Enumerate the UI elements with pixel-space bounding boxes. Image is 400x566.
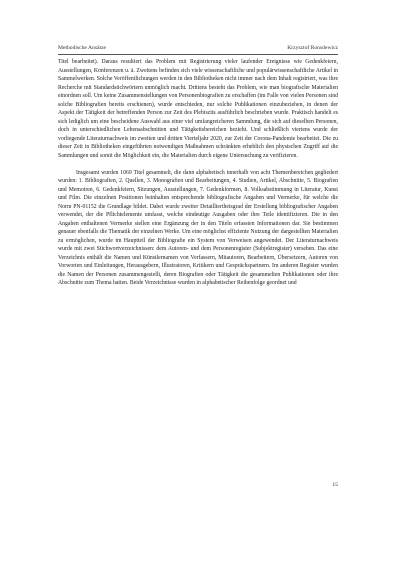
header-section-title: Methodische Ansätze [58, 45, 106, 51]
body-text [58, 58, 338, 288]
paragraph-1: Titel bearbeitet). Daraus resultiert das Problem mit Registrierung vieler laufender Ereignisse wie Gedenkfeiern, Ausstellungen, Konferenzen u. ä. Zweitens befinden sich viele wissenschaftliche und populärwissenschaftliche Artikel in Sammelwerken. Solche Veröffentlichungen werden in den Bibliotheken nicht immer nach dem Inhalt registriert, was ihre Recherche mit Standardstichwörtern unmöglich macht. Drittens besteht das Problem, wie man biografische Materialien einordnen soll. Um keine Zusammenstellungen von Personenbiografien zu erschaffen (im Falle von vielen Personen sind solche Bibliografien bereits erschienen), wurde entschieden, nur solche Publikationen einzubeziehen, in denen der Aspekt der Tätigkeit der betreffenden Person zur Zeit des Plebiszits ausführlich beschrieben wurde. Praktisch handelt es sich lediglich um eine bescheidene Auswahl aus einer viel umfangreicheren Sammlung, die sich auf dieselben Personen, doch in unterschiedlichen Lebensabschnitten und Tätigkeitsbereichen bezieht. Und schließlich viertens wurde der vorliegende Literaturnachweis im zweiten und dritten Vierteljahr 2020, zur Zeit der Corona-Pandemie bearbeitet. Die zu dieser Zeit in Bibliotheken eingeführten notwendigen Maßnahmen schränkten erheblich den physischen Zugriff auf die Sammlungen und somit die Möglichkeit ein, die Materialien durch eigene Untersuchung zu verifizieren. [58, 59, 338, 159]
running-header [58, 44, 338, 54]
header-author: Krzysztof Ronsdewicz [287, 45, 338, 51]
header-rule [58, 54, 338, 55]
paragraph-2: Insgesamt wurden 1069 Titel gesammelt, die dann alphabetisch innerhalb von acht Themenbereichen gegliedert wurden: 1. Bibliografien, 2. Quellen, 3. Monografien und Bearbeitungen, 4. Studien, Artikel, Abschnitte, 5. Biografien und Memoiren, 6. Gedenkfeiern, Sitzungen, Ausstellungen, 7. Gedenkformen, 8. Volksabstimmung in Literatur, Kunst und Film. Die einzelnen Positionen beinhalten entsprechende bibliografische Angaben und Vermerke, für welche die Norm PN-01152 die Grundlage bildet. Dabei wurde zweiter Detaillierthetsgrad der Erstellung bibliografischer Angaben verwendet, der die Pflichtelemente umfasst, welche eindeutige Ausgaben oder ihre Teile identifizieren. Die in den Angaben enthaltenen Vermerke stellen eine Ergänzung der in den Titeln erfassten Informationen dar. Sie bestimmen genauer ebenfalls die Thematik der einzelnen Werke. Um eine möglichst effiziente Nutzung der dargestellten Materialien zu ermöglichen, wurde im Hauptteil der Bibliografie ein System von Verweisen angewendet. Der Literaturnachweis wurde mit zwei Stichwortverzeichnissen: dem Autoren- und dem Personenregister (Subjektregister) versehen. Das eine Verzeichnis enthält die Namen und Künstlernamen von Verfassern, Mitautoren, Bearbeitern, Übersetzern, Autoren von Vorworten und Einleitungen, Herausgebern, Illustratoren, Kritikern und Gesprächspartnern. Im anderen Register wurden die Namen der Personen zusammengestellt, deren Biografien oder Tätigkeit die gesammelten Publikationen oder ihre Abschnitte zum Thema hatten. Beide Verzeichnisse wurden in alphabetischer Reihenfolge geordnet und [58, 169, 338, 286]
page-number: 15 [332, 482, 338, 488]
